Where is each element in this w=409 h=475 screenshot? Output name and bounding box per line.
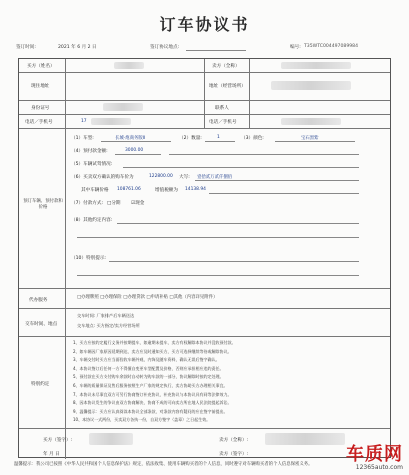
clause: 10、本协议一式两份，买卖双方各执一份，自双方签字（盖章）之日起生效。: [73, 417, 211, 423]
clause: 2、如车辆因厂家原因延期到达，卖方应及时通知买方，买方可选择继续等待或解除协议。: [73, 348, 232, 354]
deposit-label: （4）预付款金额:: [71, 149, 108, 154]
price-cn-label: 大写:: [179, 175, 190, 180]
qty-label: （2）数量:: [179, 136, 202, 141]
document-title: 订车协议书: [159, 15, 250, 34]
sign-time-label: 签订时间:: [16, 45, 36, 50]
delivery-place: 交车地点: 买方指定/卖方经营场所: [77, 323, 140, 328]
watermark-logo: [346, 440, 403, 471]
delivery-label: 交车时间、地点: [25, 322, 58, 327]
clause: 3、车辆交付时买方应当面验收车辆外观、内饰及随车资料，确认无误后签字确认。: [73, 357, 220, 363]
tax-label: 增值税额为: [155, 188, 178, 193]
buyer-signature-redacted: [89, 433, 133, 445]
watermark-url: 12365auto.com: [355, 464, 403, 471]
service-options: □办理牌照 □办理保险 □办理贷款 □申请补贴 □其他（内容详见附件）: [77, 295, 218, 300]
clause: 7、本协议未尽事宜双方可另行协商签订补充协议，补充协议与本协议具有同等法律效力。: [73, 391, 232, 397]
watermark-brand: 车质网: [346, 444, 403, 465]
clause: 4、本协议签订后任何一方不得擅自变更车型配置及价格，否则应承担相应违约责任。: [73, 365, 224, 371]
color-value: 宝石黑紫: [301, 136, 319, 141]
price-label: （6）买卖双方确认的购车价为: [71, 175, 134, 180]
car-price-value: 108761.06: [117, 187, 141, 192]
pay-label: （7）付款方式:: [71, 201, 104, 206]
buyer-date: 年 月 日: [43, 452, 60, 457]
test-drive-label: （5）车辆试驾情况:: [71, 162, 113, 167]
price-cn-value: 壹拾贰万贰仟捌佰: [197, 175, 233, 180]
buyer-name-redacted: [114, 62, 144, 69]
seller-label: 卖方（全称）: [212, 64, 240, 69]
buyer-phone: 17: [81, 119, 87, 124]
seller-address-redacted: [271, 81, 351, 90]
model-label: （1）车型:: [71, 136, 94, 141]
qty-value: 1: [217, 135, 220, 140]
other-terms-label: （8）其他约定内容:: [71, 218, 113, 223]
delivery-time: 交车时间: 厂家排产后车辆送达: [77, 313, 135, 318]
seller-signature-label: 卖方（全称）:: [219, 438, 249, 443]
buyer-label: 买方（姓名）: [27, 64, 55, 69]
seller-phone-redacted: [281, 118, 341, 125]
agreement-table: [18, 58, 391, 458]
pay-option-installment: □分期: [107, 201, 121, 206]
id-label: 身份证号: [31, 106, 50, 111]
deposit-value: 3000.00: [125, 148, 144, 153]
seller-name-redacted: [281, 62, 351, 69]
row-delivery: [19, 309, 390, 337]
tax-value: 14138.94: [185, 187, 206, 192]
seller-phone-label: 电话／手机号: [209, 120, 237, 125]
model-value: 长城·炮商务版Ⅱ: [115, 136, 145, 141]
seller-rep-label: 卖方（签字）:: [219, 452, 249, 457]
seller-address-label: 地址（经营场所）: [209, 84, 246, 89]
phone-label: 电话／手机号: [25, 120, 53, 125]
service-label: 代办服务: [29, 298, 48, 303]
clause: 5、预付款在买方支付购车余款时自动转为购车款的一部分，协议解除时按约定处理。: [73, 374, 224, 380]
pay-option-cash: ☑现金: [131, 201, 145, 206]
clause: 8、因本协议发生的争议由双方协商解决，协商不成的可向卖方所在地人民法院提起诉讼。: [73, 400, 232, 406]
special-clauses: [73, 339, 385, 425]
color-label: （3）颜色:: [241, 136, 264, 141]
car-price-label: 其中车辆价格: [81, 188, 109, 193]
footer-notice: 温馨提示：我公司已按照《中华人民共和国个人信息保护法》规定，依法收集、使用车辆购买者的个人信息，同时遵守对车辆购买者的个人信息保密义务。: [14, 462, 313, 467]
buyer-phone-redacted: [91, 118, 131, 125]
special-note-label: （10）特别提示:: [71, 256, 106, 261]
serial-value: T35WTC004497089984: [304, 44, 359, 49]
serial-label: 编号:: [290, 45, 301, 50]
sign-time-value: 2021 年 6 月 2 日: [58, 45, 97, 50]
seller-signature-redacted: [265, 433, 345, 445]
id-redacted: [103, 103, 143, 111]
sign-place-label: 签订协议地点:: [150, 45, 180, 50]
clause: 1、买方应按约定履行义务并按期提车，如逾期未提车，卖方有权解除本协议并没收预付款。: [73, 340, 236, 345]
special-label: 特别约定: [31, 382, 50, 387]
vehicle-section-label: 预订车辆、预付款和价格: [23, 199, 63, 211]
buyer-signature-label: 买方（签字）:: [43, 438, 73, 443]
price-value: 122800.00: [149, 174, 173, 179]
sign-place-line: [186, 50, 246, 51]
clause: 6、车辆的质量保证及售后服务按照生产厂家的规定执行，卖方协助买方办理相关事宜。: [73, 382, 228, 388]
address-label: 现住地址: [31, 84, 50, 89]
clause: 9、温馨提示：买方应认真阅读本协议全部条款，对条款内容有疑问的应在签字前提出。: [73, 408, 228, 414]
contact-label: 联系人: [215, 106, 229, 111]
